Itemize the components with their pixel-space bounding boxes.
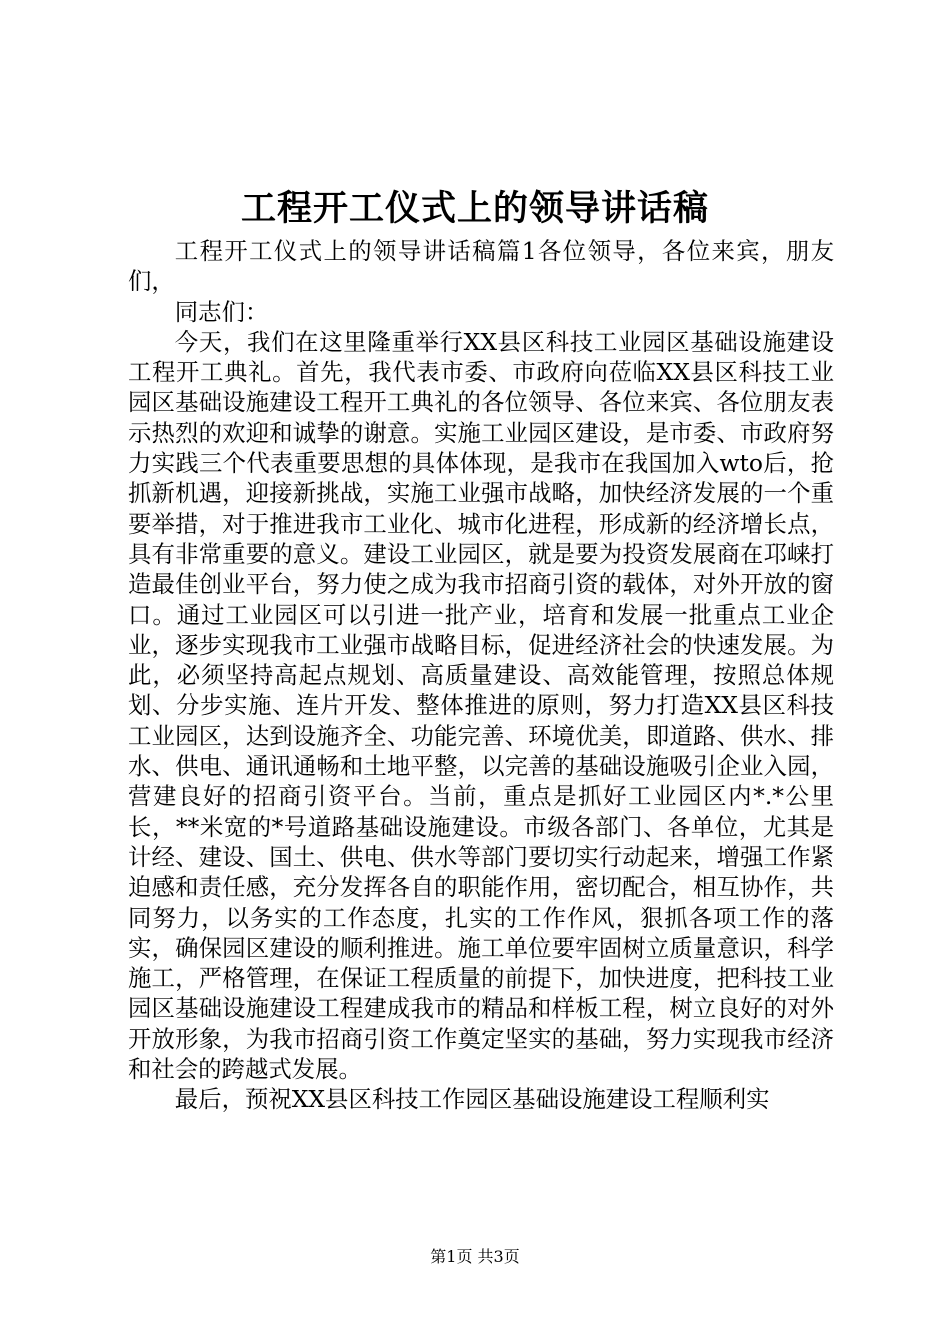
document-title: 工程开工仪式上的领导讲话稿 [240, 188, 709, 229]
paragraph-closing: 最后，预祝XX县区科技工作园区基础设施建设工程顺利实 [174, 1085, 770, 1114]
document-body [128, 236, 834, 1115]
paragraph-opening: 工程开工仪式上的领导讲话稿篇1各位领导，各位来宾，朋友们， [128, 237, 834, 296]
page-number-footer: 第1页 共3页 [430, 1247, 520, 1266]
paragraph-main: 今天，我们在这里隆重举行XX县区科技工业园区基础设施建设工程开工典礼。首先，我代表市委、市政府向莅临XX县区科技工业园区基础设施建设工程开工典礼的各位领导、各位来宾、各位朋友表示热烈的欢迎和诚挚的谢意。实施工业园区建设，是市委、市政府努力实践三个代表重要思想的具体体现，是我市在我国加入wto后，抢抓新机遇，迎接新挑战，实施工业强市战略，加快经济发展的一个重要举措，对于推进我市工业化、城市化进程，形成新的经济增长点，具有非常重要的意义。建设工业园区，就是要为投资发展商在邛崃打造最佳创业平台，努力使之成为我市招商引资的载体，对外开放的窗口。通过工业园区可以引进一批产业，培育和发展一批重点工业企业，逐步实现我市工业强市战略目标，促进经济社会的快速发展。为此，必须坚持高起点规划、高质量建设、高效能管理，按照总体规划、分步实施、连片开发、整体推进的原则，努力打造XX县区科技工业园区，达到设施齐全、功能完善、环境优美，即道路、供水、排水、供电、通讯通畅和土地平整，以完善的基础设施吸引企业入园，营建良好的招商引资平台。当前，重点是抓好工业园区内*.*公里长，**米宽的*号道路基础设施建设。市级各部门、各单位，尤其是计经、建设、国土、供电、供水等部门要切实行动起来，增强工作紧迫感和责任感，充分发挥各自的职能作用，密切配合，相互协作，共同努力，以务实的工作态度，扎实的工作作风，狠抓各项工作的落实，确保园区建设的顺利推进。施工单位要牢固树立质量意识，科学施工，严格管理，在保证工程质量的前提下，加快进度，把科技工业园区基础设施建设工程建成我市的精品和样板工程，树立良好的对外开放形象，为我市招商引资工作奠定坚实的基础，努力实现我市经济和社会的跨越式发展。 [128, 327, 834, 1084]
paragraph-salutation: 同志们： [174, 297, 269, 326]
